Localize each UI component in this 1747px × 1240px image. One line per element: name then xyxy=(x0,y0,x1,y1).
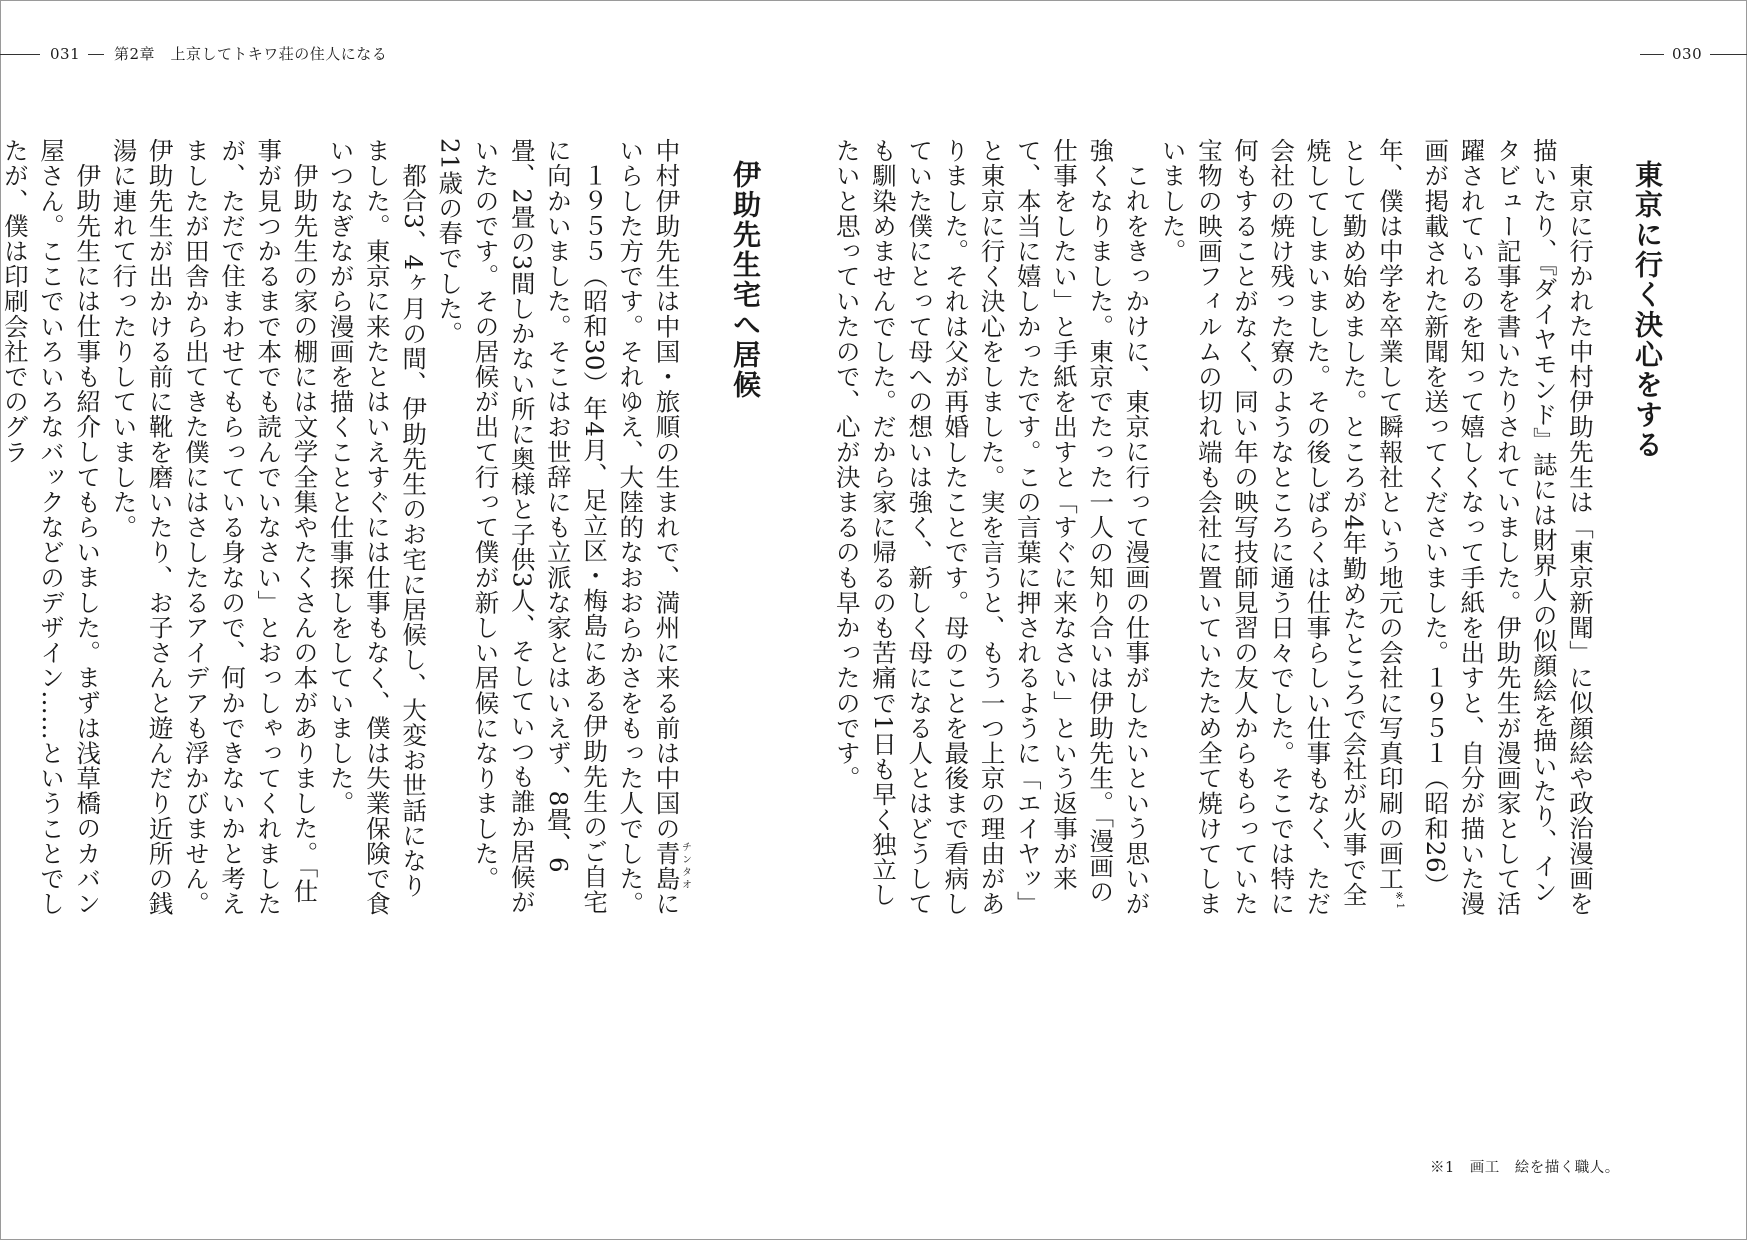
body-paragraph: これをきっかけに、東京に行って漫画の仕事がしたいという思いが強くなりました。東京でたった一人の知り合いは伊助先生。「漫画の仕事をしたい」と手紙を出すと「すぐに来なさい」という返事が来て、本当に嬉しかったです。この言葉に押されるように「エイヤッ」と東京に行く決心をしました。実を言うと、もう一つ上京の理由がありました。それは父が再婚したことです。母のことを最後まで看病していた僕にとって母への想いは強く、新しく母になる人とはどうしても馴染めませんでした。だから家に帰るのも苦痛で1日も早く独立したいと思っていたので、心が決まるのも早かったのです。 xyxy=(832,138,1152,917)
footnote: ※1 画工 絵を描く職人。 xyxy=(1430,1160,1620,1176)
right-page-heading: 東京に行く決心をする xyxy=(1631,160,1664,460)
right-page-body xyxy=(832,138,1598,920)
left-page-body xyxy=(0,138,691,920)
header-rule-left-inner xyxy=(88,54,104,55)
body-paragraph: 東京に行かれた中村伊助先生は「東京新聞」に似顔絵や政治漫画を描いたり、『ダイヤモンド』誌には財界人の似顔絵を描いたり、インタビュー記事を書いたりされていました。伊助先生が漫画家として活躍されているのを知って嬉しくなって手紙を出すと、自分が描いた漫画が掲載された新聞を送ってくださいました。１９５１（昭和26）年、僕は中学を卒業して瞬報社という地元の会社に写真印刷の画工$^{※1}$として勤め始めました。ところが4年勤めたところで会社が火事で全焼してしまいました。その後しばらくは仕事らしい仕事もなく、ただ会社の焼け残った寮のようなところに通う日々でした。そこでは特に何もすることがなく、同い年の映写技師見習の友人からもらっていた宝物の映画フィルムの切れ端も会社に置いていたため全て焼けてしまいました。 xyxy=(1158,138,1595,917)
header-rule-right-inner xyxy=(1640,54,1664,55)
body-paragraph: 中村伊助先生は中国・旅順の生まれで、満州に来る前は中国の青島チンタオにいらした方です。それゆえ、大陸的なおおらかさをもった人でした。 xyxy=(616,138,691,917)
left-page-number: 031 xyxy=(50,45,81,63)
footnote-marker: ※1 xyxy=(1393,891,1405,910)
body-paragraph: 都合3、4ヶ月の間、伊助先生のお宅に居候し、大変お世話になりました。東京に来たとはいえすぐには仕事もなく、僕は失業保険で食いつなぎながら漫画を描くことと仕事探しをしていました。 xyxy=(326,138,429,917)
header-rule-left-outer xyxy=(0,54,40,55)
right-page-number: 030 xyxy=(1672,45,1703,63)
left-page-heading: 伊助先生宅へ居候 xyxy=(729,160,762,400)
body-paragraph: １９５５（昭和30）年4月、足立区・梅島にある伊助先生のご自宅に向かいました。そこはお世辞にも立派な家とはいえず、8畳、6畳、2畳の3間しかない所に奥様と子供3人、そしていつも誰か居候がいたのです。その居候が出て行って僕が新しい居候になりました。21歳の春でした。 xyxy=(435,138,610,915)
body-paragraph: 伊助先生には仕事も紹介してもらいました。まずは浅草橋のカバン屋さん。ここでいろいろなバックなどのデザイン……ということでしたが、僕は印刷会社でのグラ xyxy=(0,138,103,917)
ruby-annotation: 青島チンタオ xyxy=(652,840,691,892)
header-rule-right-outer xyxy=(1710,54,1747,55)
body-paragraph: 伊助先生の家の棚には文学全集やたくさんの本がありました。「仕事が見つかるまで本でも読んでいなさい」とおっしゃってくれましたが、ただで住まわせてもらっている身なので、何かできないかと考えましたが田舎から出てきた僕にはさしたるアイデアも浮かびません。伊助先生が出かける前に靴を磨いたり、お子さんと遊んだり近所の銭湯に連れて行ったりしていました。 xyxy=(109,138,320,917)
chapter-title: 第2章 上京してトキワ荘の住人になる xyxy=(114,45,388,63)
